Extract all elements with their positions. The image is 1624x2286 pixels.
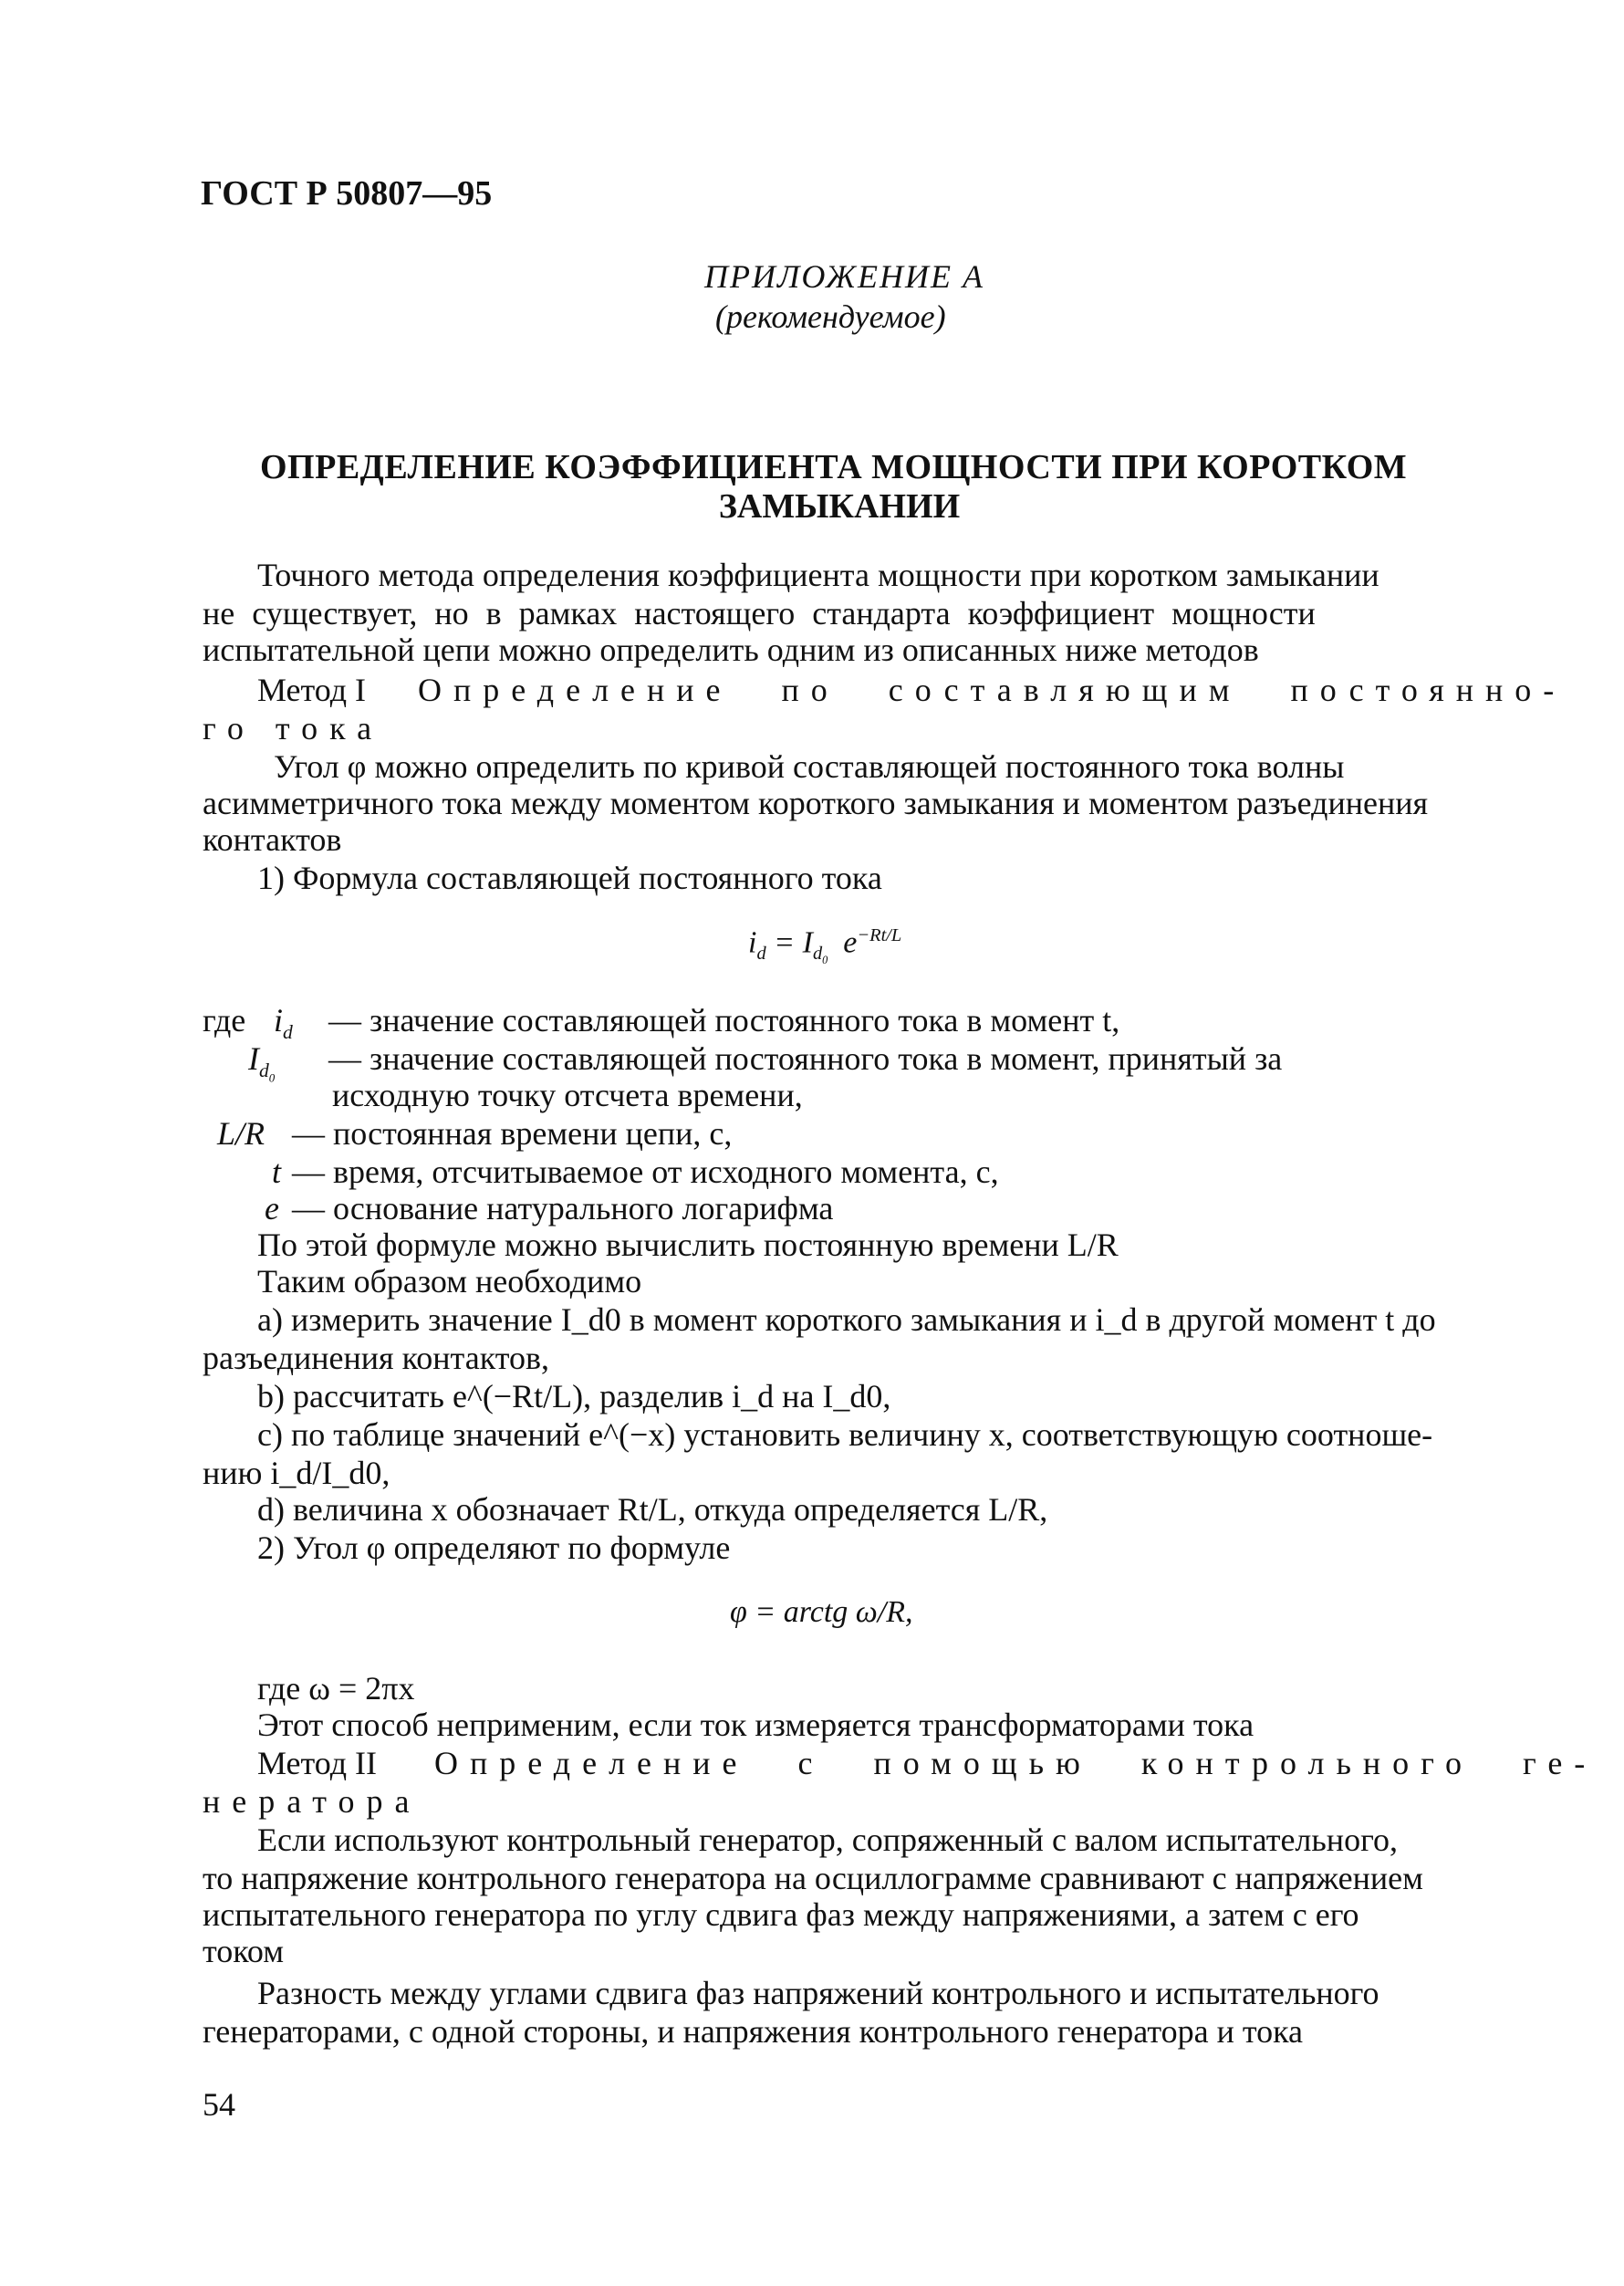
step-a-cont: разъединения контактов,: [203, 1340, 549, 1376]
method2-label: Метод II: [257, 1745, 378, 1781]
where-def-1: — значение составляющей постоянного тока в момент t,: [328, 1002, 1120, 1039]
step-b: b) рассчитать e^(−Rt/L), разделив i_d на I_d0,: [257, 1378, 891, 1414]
method2-para-line-2: то напряжение контрольного генератора на осциллограмме сравнивают с напряжением: [203, 1860, 1423, 1896]
method1-title-line2: го тока: [203, 710, 384, 746]
standard-number: ГОСТ Р 50807—95: [201, 174, 493, 213]
after-line-1: По этой формуле можно вычислить постоянную времени L/R: [257, 1227, 1119, 1263]
intro-line-2: не существует, но в рамках настоящего стандарта коэффициент мощности: [203, 595, 1316, 632]
where-def-2-cont: исходную точку отсчета времени,: [332, 1077, 803, 1113]
method1-para-line-1: Угол φ можно определить по кривой составляющей постоянного тока волны: [274, 748, 1345, 785]
where-def-4: — время, отсчитываемое от исходного момента, с,: [292, 1153, 999, 1190]
method2-para-line-3: испытательного генератора по углу сдвига фаз между напряжениями, а затем с его: [203, 1896, 1359, 1933]
where-def-5: — основание натурального логарифма: [292, 1190, 834, 1227]
page-number: 54: [203, 2086, 235, 2123]
step-a: а) измерить значение I_d0 в момент короткого замыкания и i_d в другой момент t до: [257, 1301, 1436, 1338]
method1-title-line1: Определение по составляющим постоянно-: [418, 672, 1567, 708]
method1-step2: 2) Угол φ определяют по формуле: [257, 1529, 731, 1566]
method2-para-line-1: Если используют контрольный генератор, сопряженный с валом испытательного,: [257, 1821, 1398, 1858]
step-c-cont: нию i_d/I_d0,: [203, 1455, 390, 1491]
intro-line-1: Точного метода определения коэффициента мощности при коротком замыкании: [257, 557, 1379, 593]
where-def-3: — постоянная времени цепи, с,: [292, 1115, 733, 1152]
intro-line-3: испытательной цепи можно определить одним из описанных ниже методов: [203, 632, 1259, 668]
formula-dc-component: $i_d = I_{d_0}$ $e^{-Rt/L}$: [748, 925, 902, 967]
formula-phase-angle: φ = arctg ω/R,: [730, 1595, 913, 1629]
where-sym-1: $i_d$: [274, 1002, 293, 1044]
where-def-2: — значение составляющей постоянного тока в момент, принятый за: [328, 1040, 1283, 1077]
method2-para2-line-1: Разность между углами сдвига фаз напряжений контрольного и испытательного: [257, 1975, 1379, 2011]
method1-label: Метод I: [257, 672, 367, 708]
method2-title-line1: Определение с помощью контрольного ге-: [434, 1745, 1598, 1781]
method2-para-line-4: током: [203, 1933, 285, 1969]
appendix-title: ПРИЛОЖЕНИЕ А: [704, 258, 984, 295]
section-heading-line2: ЗАМЫКАНИИ: [718, 487, 961, 526]
method1-para-line-3: контактов: [203, 821, 342, 858]
where-sym-2: $I_{d_0}$: [248, 1040, 276, 1085]
appendix-subtitle: (рекомендуемое): [715, 298, 946, 335]
method1-para-line-2: асимметричного тока между моментом короткого замыкания и моментом разъединения: [203, 785, 1429, 821]
method2-title-line2: нератора: [203, 1783, 422, 1820]
method1-note: Этот способ неприменим, если ток измеряется трансформаторами тока: [257, 1707, 1254, 1743]
where-sym-3: L/R: [217, 1115, 265, 1152]
section-heading-line1: ОПРЕДЕЛЕНИЕ КОЭФФИЦИЕНТА МОЩНОСТИ ПРИ КОРОТКОМ: [260, 448, 1408, 486]
where-omega: где ω = 2πx: [257, 1670, 415, 1707]
where-prefix: где: [203, 1002, 246, 1039]
where-sym-5: e: [265, 1190, 279, 1227]
step-d: d) величина x обозначает Rt/L, откуда определяется L/R,: [257, 1491, 1048, 1528]
where-sym-4: t: [272, 1153, 282, 1190]
method1-step1: 1) Формула составляющей постоянного тока: [257, 860, 882, 896]
method2-para2-line-2: генераторами, с одной стороны, и напряжения контрольного генератора и тока: [203, 2013, 1304, 2050]
after-line-2: Таким образом необходимо: [257, 1263, 642, 1300]
step-c: с) по таблице значений e^(−x) установить величину x, соответствующую соотноше-: [257, 1416, 1433, 1453]
